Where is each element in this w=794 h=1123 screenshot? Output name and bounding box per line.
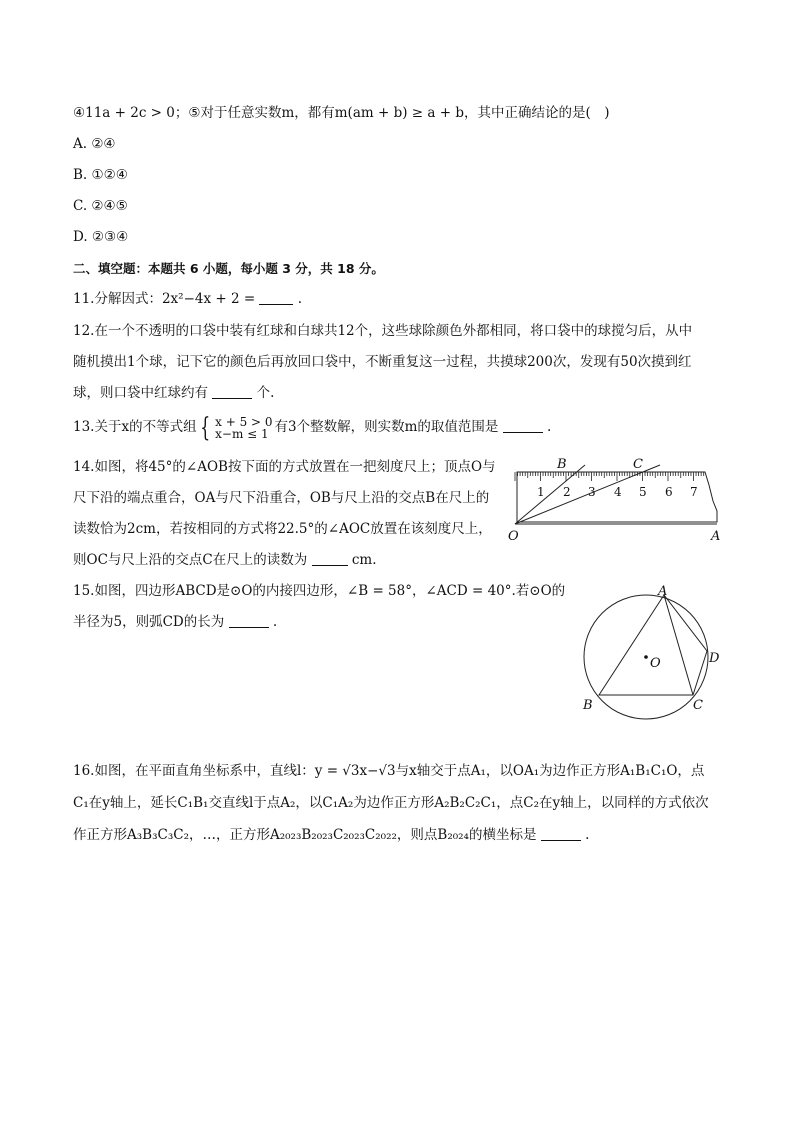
circle-figure [578,582,738,722]
q10-option-c: C. ②④⑤ [73,198,128,214]
q11-text: 11.分解因式：2x²−4x + 2 = [73,291,256,307]
label-b: B [583,698,593,713]
q14-line1: 14.如图，将45°的∠AOB按下面的方式放置在一把刻度尺上；顶点O与 [73,459,496,475]
tick-label: 4 [614,485,622,499]
q13-post: 有3个整数解，则实数m的取值范围是 [274,419,499,435]
section-header: 二、填空题：本题共 6 小题，每小题 3 分，共 18 分。 [73,261,384,276]
q16-line2: C₁在y轴上，延长C₁B₁交直线l于点A₂，以C₁A₂为边作正方形A₂B₂C₂C₁，点C₂在y轴上，以同样的方式依次 [73,795,709,811]
q16-line1: 16.如图，在平面直角坐标系中，直线l：y = √3x−√3与x轴交于点A₁，以OA₁为边作正方形A₁B₁C₁O，点 [73,763,705,779]
q11-tail: . [297,291,303,307]
center-dot [644,655,648,659]
q14-line3: 读数恰为2cm，若按相同的方式将22.5°的∠AOC放置在该刻度尺上， [73,521,492,537]
tick-label: 2 [563,485,571,499]
inequality-system [215,416,272,440]
label-b: B [557,457,567,472]
tick-label: 3 [588,485,596,499]
q12-line1: 12.在一个不透明的口袋中装有红球和白球共12个，这些球除颜色外都相同，将口袋中的球搅匀后，从中 [73,323,693,339]
q15-line1: 15.如图，四边形ABCD是⊙O的内接四边形，∠B = 58°，∠ACD = 40°.若⊙O的 [73,583,566,599]
quadrilateral-abcd [599,595,707,695]
label-a: A [658,584,668,599]
q14-line4-post: cm. [351,552,377,568]
q13-pre: 13.关于x的不等式组 [73,419,197,435]
label-o: O [508,529,519,544]
label-d: D [709,651,720,666]
inequality-2: x−m ≤ 1 [215,426,269,441]
q14-line4-pre: 则OC与尺上沿的交点C在尺上的读数为 [73,552,308,568]
ruler-figure [505,455,735,545]
answer-blank [541,827,581,841]
q12-line3-post: 个. [256,385,275,401]
q13 [73,412,551,442]
q14-line2: 尺下沿的端点重合，OA与尺下沿重合，OB与尺上沿的交点B在尺上的 [73,490,490,506]
tick-label: 1 [537,485,545,499]
label-c: C [633,457,643,472]
q10-option-a: A. ②④ [73,136,116,152]
q16-line3-pre: 作正方形A₃B₃C₃C₂，…，正方形A₂₀₂₃B₂₀₂₃C₂₀₂₃C₂₀₂₂，则点B₂₀₂₄的横坐标是 [73,827,537,843]
q14-line4 [73,551,376,569]
q15-line2 [73,613,277,631]
q16-line3-post: . [585,827,590,843]
q15-line2-post: . [272,614,278,630]
q13-tail: . [547,419,552,435]
q10-option-b: B. ①②④ [73,167,128,183]
label-a: A [711,529,721,544]
tick-label: 6 [665,485,673,499]
q10-conditions: ④11a + 2c > 0；⑤对于任意实数m，都有m(am + b) ≥ a + b，其中正确结论的是( ) [73,105,610,121]
tick-label: 7 [690,485,698,499]
inequality-1: x + 5 > 0 [215,414,273,429]
tick-label: 5 [639,485,647,499]
q12-line3-pre: 球，则口袋中红球约有 [73,385,208,401]
answer-blank [259,291,293,305]
q11 [73,290,302,308]
brace-icon: { [199,412,210,443]
label-o: O [650,656,661,671]
label-c: C [693,698,703,713]
answer-blank [312,552,348,566]
q12-line3 [73,384,274,402]
q16-line3 [73,826,589,844]
q12-line2: 随机摸出1个球，记下它的颜色后再放回口袋中，不断重复这一过程，共摸球200次，发现有50次摸到红 [73,354,692,370]
q10-option-d: D. ②③④ [73,229,129,245]
answer-blank [212,385,252,399]
answer-blank [503,419,543,433]
q15-line2-pre: 半径为5，则弧CD的长为 [73,614,225,630]
diagonal-ac [664,595,693,695]
answer-blank [229,614,269,628]
